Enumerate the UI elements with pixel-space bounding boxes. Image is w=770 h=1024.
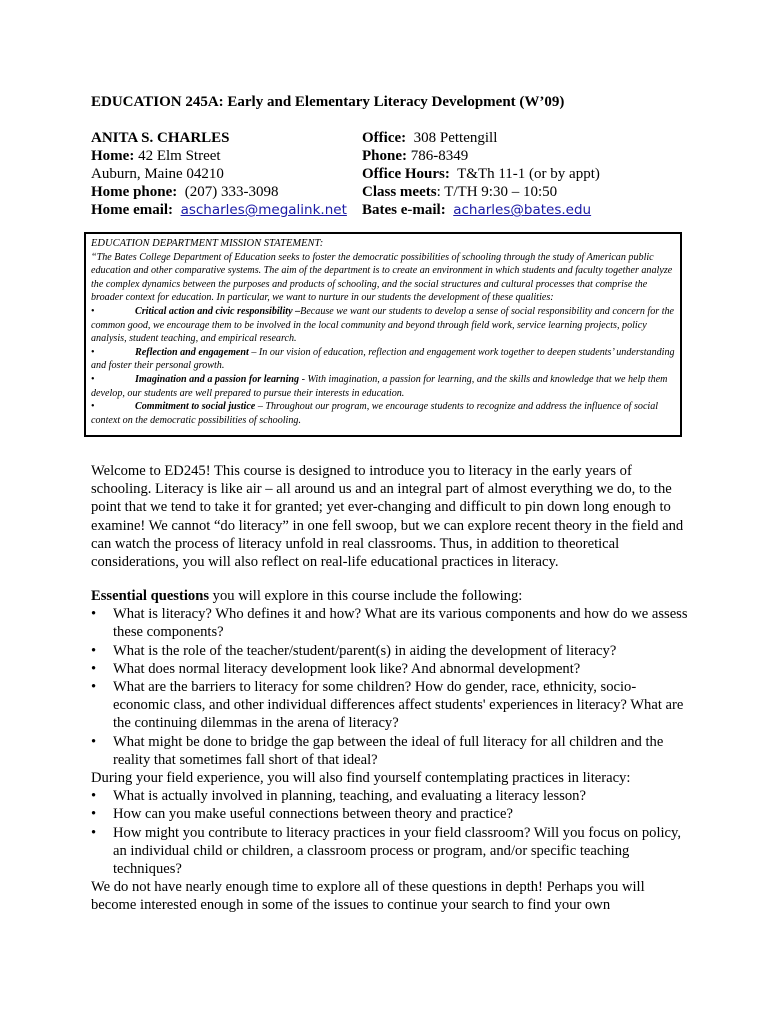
list-item <box>91 805 691 823</box>
field-experience-intro: During your field experience, you will also find yourself contemplating practices in literacy: <box>91 770 631 787</box>
phone-value: 786-8349 <box>410 148 469 164</box>
class-meets-value: : T/TH 9:30 – 10:50 <box>436 184 558 200</box>
bullet-icon: • <box>91 606 97 623</box>
mission-item <box>91 305 675 346</box>
list-item-text: What is actually involved in planning, teaching, and evaluating a literacy lesson? <box>113 788 586 805</box>
mission-heading: EDUCATION DEPARTMENT MISSION STATEMENT: <box>91 238 324 249</box>
bullet-icon: • <box>91 824 97 841</box>
home-label: Home: <box>91 148 135 164</box>
mission-item-title: Reflection and engagement <box>135 346 249 358</box>
list-item-text: What does normal literacy development look like? And abnormal development? <box>113 660 581 677</box>
page-title: EDUCATION 245A: Early and Elementary Literacy Development (W’09) <box>91 94 565 110</box>
mission-item-text: – Throughout our program, we encourage students to recognize and address the influence of social context on the democratic possibilities of schooling. <box>91 401 659 426</box>
field-questions-list <box>91 787 691 878</box>
office-contact-block <box>362 129 600 219</box>
mission-item <box>91 400 675 427</box>
bullet-icon: • <box>91 733 97 750</box>
home-phone-value: (207) 333-3098 <box>184 184 279 200</box>
essential-questions-list <box>91 605 691 769</box>
instructor-name: ANITA S. CHARLES <box>91 130 230 146</box>
mission-item <box>91 346 675 373</box>
bullet-icon: • <box>91 305 95 317</box>
instructor-contact-block <box>91 129 347 219</box>
essential-questions-lead <box>91 587 691 605</box>
class-meets-label: Class meets <box>362 184 437 200</box>
bullet-icon: • <box>91 401 95 413</box>
phone-label: Phone: <box>362 148 407 164</box>
bates-email-link[interactable]: acharles@bates.edu <box>453 202 592 218</box>
closing-paragraph: We do not have nearly enough time to explore all of these questions in depth! Perhaps you will become interested enough in some of the issues to continue your search to find your own <box>91 879 645 914</box>
list-item <box>91 678 691 733</box>
list-item <box>91 605 691 641</box>
bullet-icon: • <box>91 346 95 358</box>
bullet-icon: • <box>91 679 97 696</box>
bullet-icon: • <box>91 806 97 823</box>
bullet-icon: • <box>91 642 97 659</box>
home-phone-label: Home phone: <box>91 184 178 200</box>
list-item-text: How can you make useful connections between theory and practice? <box>113 806 513 823</box>
list-item-text: What is literacy? Who defines it and how? What are its various components and how do we assess these components? <box>113 606 688 641</box>
home-city: Auburn, Maine 04210 <box>91 166 224 182</box>
welcome-paragraph <box>91 462 691 571</box>
bates-email-label: Bates e-mail: <box>362 202 446 218</box>
essential-questions-section <box>91 587 691 915</box>
list-item-text: What is the role of the teacher/student/parent(s) in aiding the development of literacy? <box>113 642 617 659</box>
mission-item <box>91 373 675 400</box>
mission-item-text: Because we want our students to develop a sense of social responsibility and concern for the common good, we encourage them to be involved in the local community and beyond through field work, service learning projects, policy analysis, student teaching, and empirical research. <box>91 305 675 345</box>
list-item-text: What are the barriers to literacy for some children? How do gender, race, ethnicity, socio-economic class, and other individual differences affect students' experiences in literacy? What are the continuing dilemmas in the arena of literacy? <box>113 679 684 732</box>
list-item <box>91 824 691 879</box>
mission-intro: “The Bates College Department of Education seeks to foster the democratic possibilities of schooling through the study of American public education and other comparative systems. The aim of the department is to create an environment in which students and faculty together analyze the complex dynamics between the purposes and products of schooling, and the social structures and cultural processes that comprise the broader context for education. In particular, we want to nurture in our students the development of these qualities: <box>91 251 673 304</box>
home-address: 42 Elm Street <box>138 148 221 164</box>
bullet-icon: • <box>91 660 97 677</box>
mission-statement-box <box>84 232 682 437</box>
office-value: 308 Pettengill <box>413 130 498 146</box>
home-email-label: Home email: <box>91 202 174 218</box>
mission-item-text: - With imagination, a passion for learning, and the skills and knowledge that we help them develop, our students are well prepared to pursue their interests in education. <box>91 373 668 399</box>
home-email-link[interactable]: ascharles@megalink.net <box>180 202 347 218</box>
bullet-icon: • <box>91 788 97 805</box>
list-item <box>91 733 691 769</box>
mission-item-title: Critical action and civic responsibility – <box>135 305 301 317</box>
office-hours-value: T&Th 11-1 (or by appt) <box>457 166 600 182</box>
office-label: Office: <box>362 130 407 146</box>
mission-item-text: – In our vision of education, reflection and engagement work together to deepen students’ understanding and foster their personal growth. <box>91 346 675 372</box>
essential-questions-heading: Essential questions <box>91 588 209 604</box>
mission-item-title: Commitment to social justice <box>135 401 256 413</box>
mission-item-title: Imagination and a passion for learning <box>135 373 300 385</box>
bullet-icon: • <box>91 373 95 385</box>
list-item <box>91 642 691 660</box>
essential-questions-lead-text: you will explore in this course include the following: <box>209 588 523 604</box>
welcome-text: Welcome to ED245! This course is designed to introduce you to literacy in the early years of schooling. Literacy is like air – all around us and an integral part of almost everything we do, to the point that we tend to take it for granted; yet ever-changing and difficult to pin down long enough to examine! We cannot “do literacy” in one fell swoop, but we can explore recent theory in the field and can watch the process of literacy unfold in real classrooms. Thus, in addition to theoretical considerations, you will also reflect on real-life educational practices in literacy. <box>91 463 684 571</box>
office-hours-label: Office Hours: <box>362 166 450 182</box>
list-item <box>91 660 691 678</box>
list-item-text: What might be done to bridge the gap between the ideal of full literacy for all children and the reality that sometimes fall short of that ideal? <box>113 733 664 768</box>
list-item-text: How might you contribute to literacy practices in your field classroom? Will you focus on policy, an individual child or children, a classroom process or program, and/or specific teaching techniques? <box>113 824 682 878</box>
list-item <box>91 787 691 805</box>
